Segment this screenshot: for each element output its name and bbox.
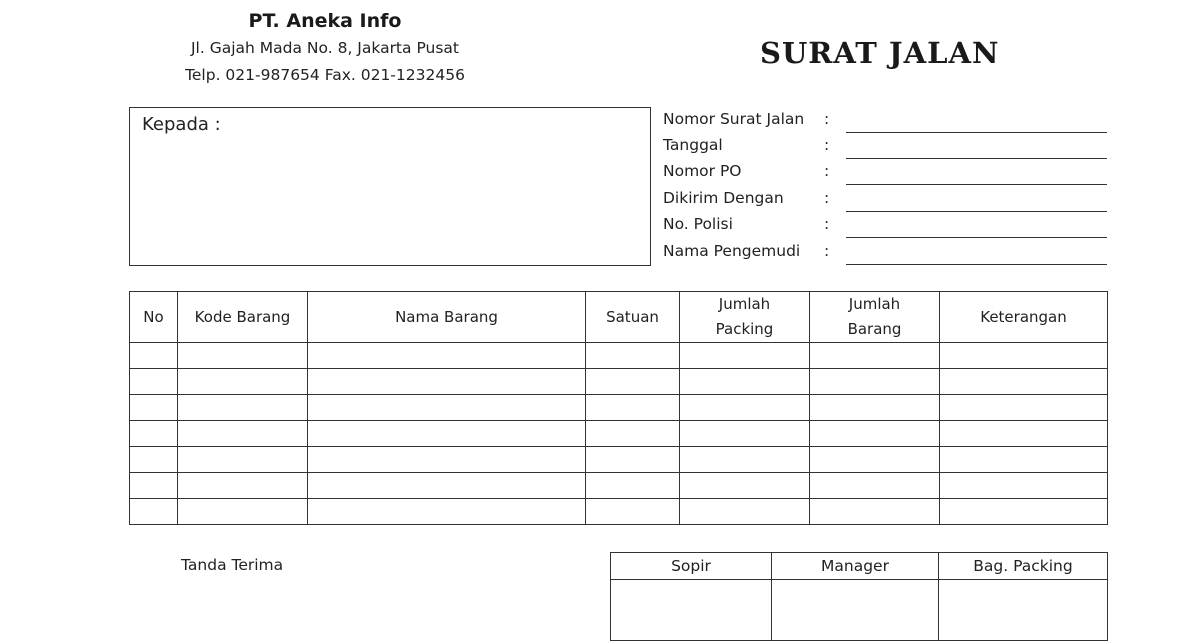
info-label-no-polisi: No. Polisi — [663, 215, 733, 233]
table-cell — [586, 473, 680, 499]
info-label-tanggal: Tanggal — [663, 136, 723, 154]
column-header-satuan: Satuan — [586, 292, 680, 343]
table-cell — [130, 369, 178, 395]
column-header-kode-barang: Kode Barang — [178, 292, 308, 343]
table-cell — [586, 421, 680, 447]
company-address: Jl. Gajah Mada No. 8, Jakarta Pusat — [190, 39, 459, 57]
table-row — [130, 369, 1108, 395]
info-colon: : — [824, 110, 830, 128]
table-cell — [308, 369, 586, 395]
info-label-nama-pengemudi: Nama Pengemudi — [663, 242, 801, 260]
table-cell — [680, 473, 810, 499]
column-header-jumlah-barang: Jumlah Barang — [810, 292, 940, 343]
info-line-dikirim-dengan — [846, 211, 1107, 212]
table-cell — [680, 395, 810, 421]
table-cell — [680, 343, 810, 369]
table-cell — [680, 369, 810, 395]
column-header-keterangan: Keterangan — [940, 292, 1108, 343]
table-cell — [308, 447, 586, 473]
table-cell — [940, 343, 1108, 369]
info-label-dikirim-dengan: Dikirim Dengan — [663, 189, 784, 207]
table-cell — [810, 499, 940, 525]
info-colon: : — [824, 136, 830, 154]
recipient-box — [129, 107, 651, 266]
items-table — [129, 291, 1108, 525]
signature-table-header — [611, 553, 1108, 580]
info-colon: : — [824, 162, 830, 180]
table-cell — [178, 395, 308, 421]
table-cell — [308, 499, 586, 525]
table-cell — [308, 343, 586, 369]
table-cell — [130, 447, 178, 473]
table-cell — [940, 421, 1108, 447]
table-cell — [130, 421, 178, 447]
document-title: SURAT JALAN — [760, 36, 1000, 70]
table-cell — [130, 343, 178, 369]
table-cell — [130, 499, 178, 525]
info-label-nomor-po: Nomor PO — [663, 162, 742, 180]
table-cell — [940, 499, 1108, 525]
signature-cell-bag-packing — [939, 580, 1108, 641]
info-line-nama-pengemudi — [846, 264, 1107, 265]
table-cell — [680, 499, 810, 525]
table-cell — [810, 421, 940, 447]
table-cell — [130, 473, 178, 499]
signature-header-bag-packing: Bag. Packing — [939, 553, 1108, 580]
info-line-tanggal — [846, 158, 1107, 159]
recipient-label: Kepada : — [142, 114, 221, 135]
column-header-nama-barang: Nama Barang — [308, 292, 586, 343]
signature-cell-sopir — [611, 580, 772, 641]
table-cell — [178, 499, 308, 525]
info-colon: : — [824, 189, 830, 207]
table-row — [130, 421, 1108, 447]
info-label-nomor-surat-jalan: Nomor Surat Jalan — [663, 110, 805, 128]
table-row — [130, 447, 1108, 473]
table-cell — [586, 343, 680, 369]
table-cell — [130, 395, 178, 421]
table-cell — [308, 421, 586, 447]
info-line-no-polisi — [846, 237, 1107, 238]
table-cell — [586, 395, 680, 421]
signature-table — [610, 552, 1108, 641]
table-row — [130, 395, 1108, 421]
table-cell — [586, 369, 680, 395]
company-contact: Telp. 021-987654 Fax. 021-1232456 — [185, 66, 465, 84]
column-header-jumlah-packing: Jumlah Packing — [680, 292, 810, 343]
column-header-no: No — [130, 292, 178, 343]
table-cell — [940, 395, 1108, 421]
info-colon: : — [824, 242, 830, 260]
table-cell — [810, 395, 940, 421]
table-cell — [178, 343, 308, 369]
signature-cell-manager — [772, 580, 939, 641]
table-row — [130, 473, 1108, 499]
table-cell — [308, 395, 586, 421]
table-cell — [586, 499, 680, 525]
signature-header-sopir: Sopir — [611, 553, 772, 580]
table-cell — [178, 473, 308, 499]
table-cell — [810, 343, 940, 369]
company-name: PT. Aneka Info — [248, 10, 402, 32]
table-cell — [940, 369, 1108, 395]
table-cell — [680, 421, 810, 447]
receipt-label: Tanda Terima — [181, 556, 284, 574]
table-cell — [810, 447, 940, 473]
table-cell — [940, 447, 1108, 473]
table-cell — [680, 447, 810, 473]
table-cell — [810, 369, 940, 395]
table-cell — [178, 369, 308, 395]
table-cell — [940, 473, 1108, 499]
signature-row — [611, 580, 1108, 641]
items-table-header — [130, 292, 1108, 343]
info-colon: : — [824, 215, 830, 233]
info-line-nomor-po — [846, 184, 1107, 185]
table-cell — [586, 447, 680, 473]
table-cell — [178, 447, 308, 473]
table-cell — [810, 473, 940, 499]
table-row — [130, 499, 1108, 525]
signature-header-manager: Manager — [772, 553, 939, 580]
table-cell — [308, 473, 586, 499]
table-cell — [178, 421, 308, 447]
info-line-nomor-surat-jalan — [846, 132, 1107, 133]
table-row — [130, 343, 1108, 369]
